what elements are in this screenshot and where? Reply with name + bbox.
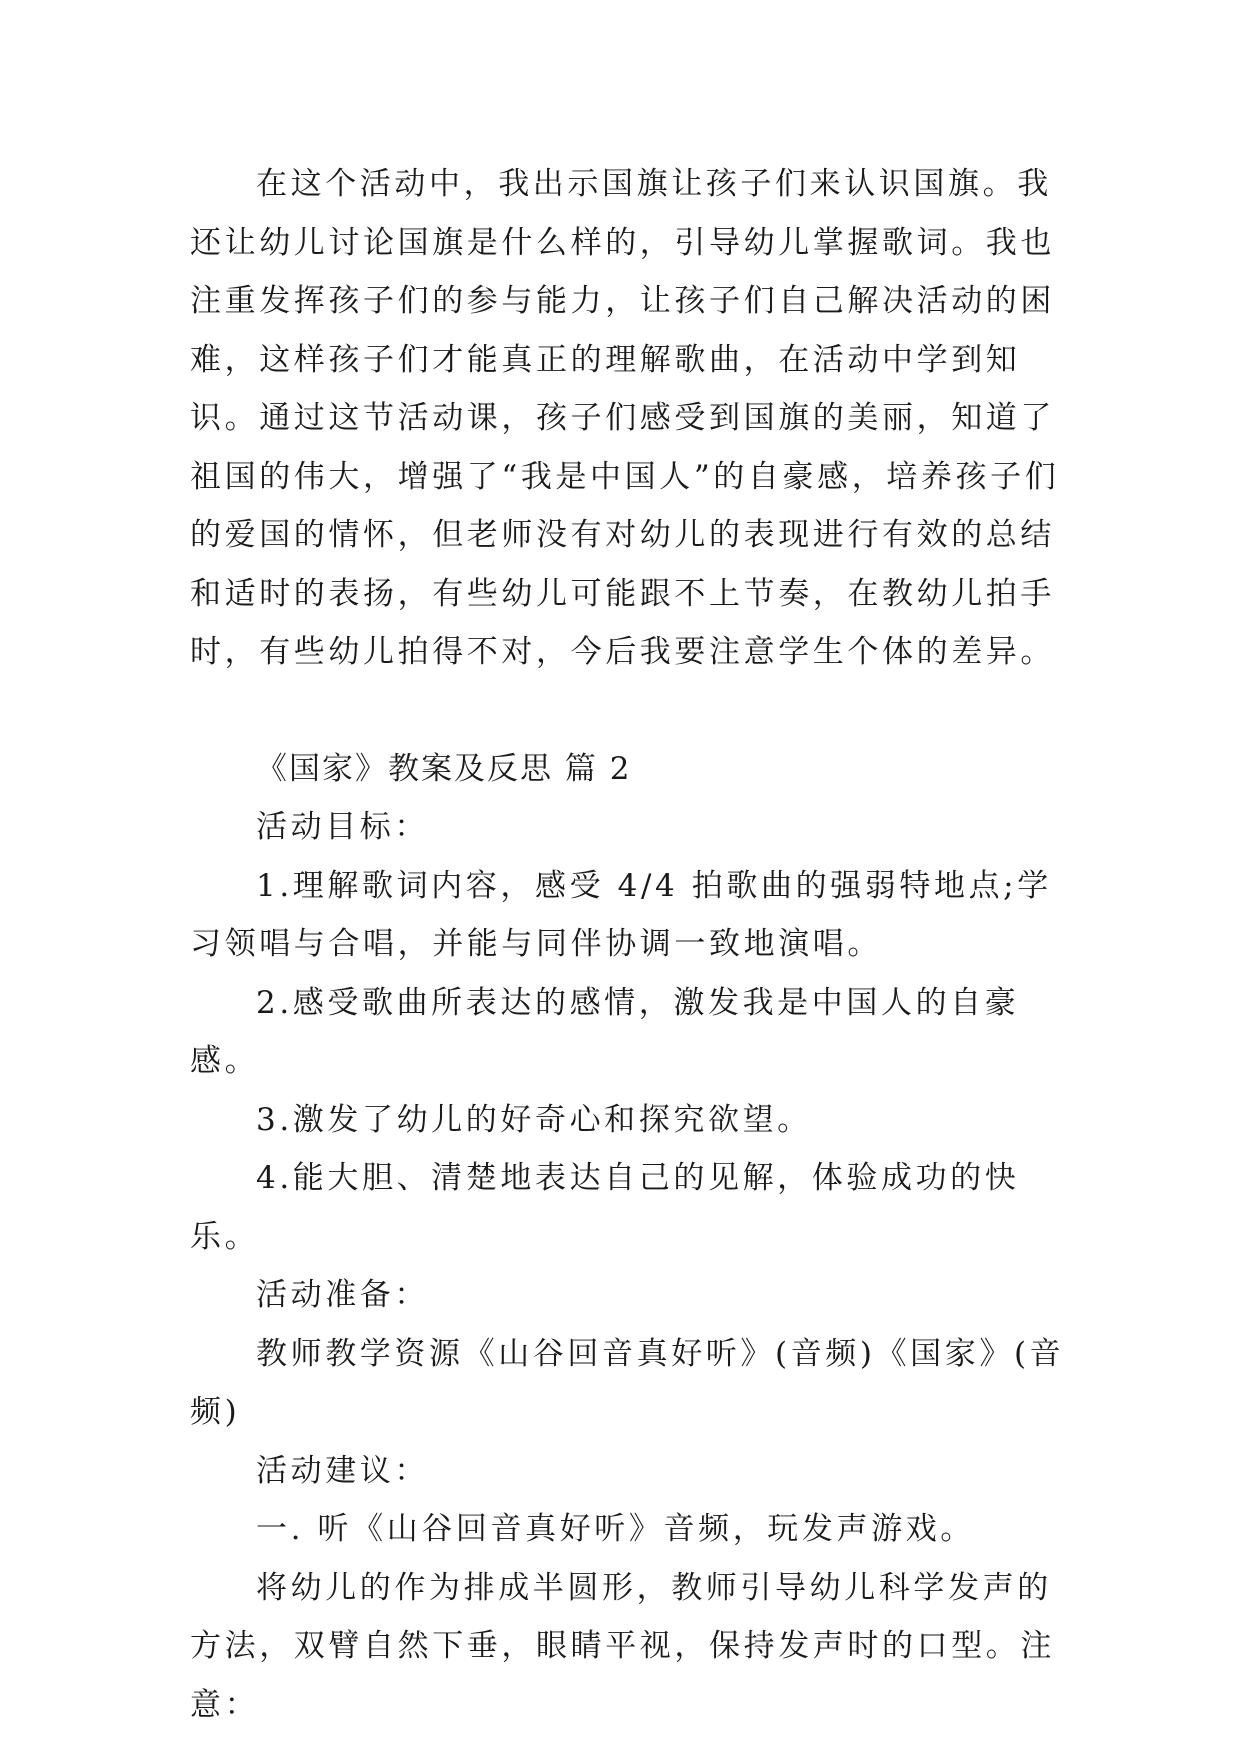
goal-item-2: 2.感受歌曲所表达的感情，激发我是中国人的自豪感。 (190, 984, 1020, 1079)
goal-item-3: 3.激发了幼儿的好奇心和探究欲望。 (256, 1101, 812, 1138)
prep-label: 活动准备： (256, 1277, 429, 1313)
reflection-paragraph: 在这个活动中，我出示国旗让孩子们来认识国旗。我还让幼儿讨论国旗是什么样的，引导幼儿掌握歌词。我也注重发挥孩子们的参与能力，让孩子们自己解决活动的困难，这样孩子们才能真正的理解歌曲，在活动中学到知识。通过这节活动课，孩子们感受到国旗的美丽，知道了祖国的伟大，增强了“我是中国人”的自豪感，培养孩子们的爱国的情怀，但老师没有对幼儿的表现进行有效的总结和适时的表扬，有些幼儿可能跟不上节奏，在教幼儿拍手时，有些幼儿拍得不对，今后我要注意学生个体的差异。 (190, 166, 1060, 670)
section-title: 《国家》教案及反思 篇 2 (256, 750, 632, 787)
document-body (190, 155, 1070, 1734)
suggest-label: 活动建议： (256, 1452, 429, 1489)
step-item-1: 一. 听《山谷回音真好听》音频，玩发声游戏。 (256, 1511, 975, 1547)
step-1-paragraph: 将幼儿的作为排成半圆形，教师引导幼儿科学发声的方法，双臂自然下垂，眼睛平视，保持发声时的口型。注意： (190, 1569, 1055, 1723)
goal-item-4: 4.能大胆、清楚地表达自己的见解，体验成功的快乐。 (190, 1160, 1020, 1255)
goal-item-1: 1.理解歌词内容，感受 4/4 拍歌曲的强弱特地点;学习领唱与合唱，并能与同伴协调一致地演唱。 (190, 867, 1052, 962)
prep-text: 教师教学资源《山谷回音真好听》(音频)《国家》(音频) (190, 1335, 1065, 1430)
goals-label: 活动目标： (256, 809, 429, 845)
